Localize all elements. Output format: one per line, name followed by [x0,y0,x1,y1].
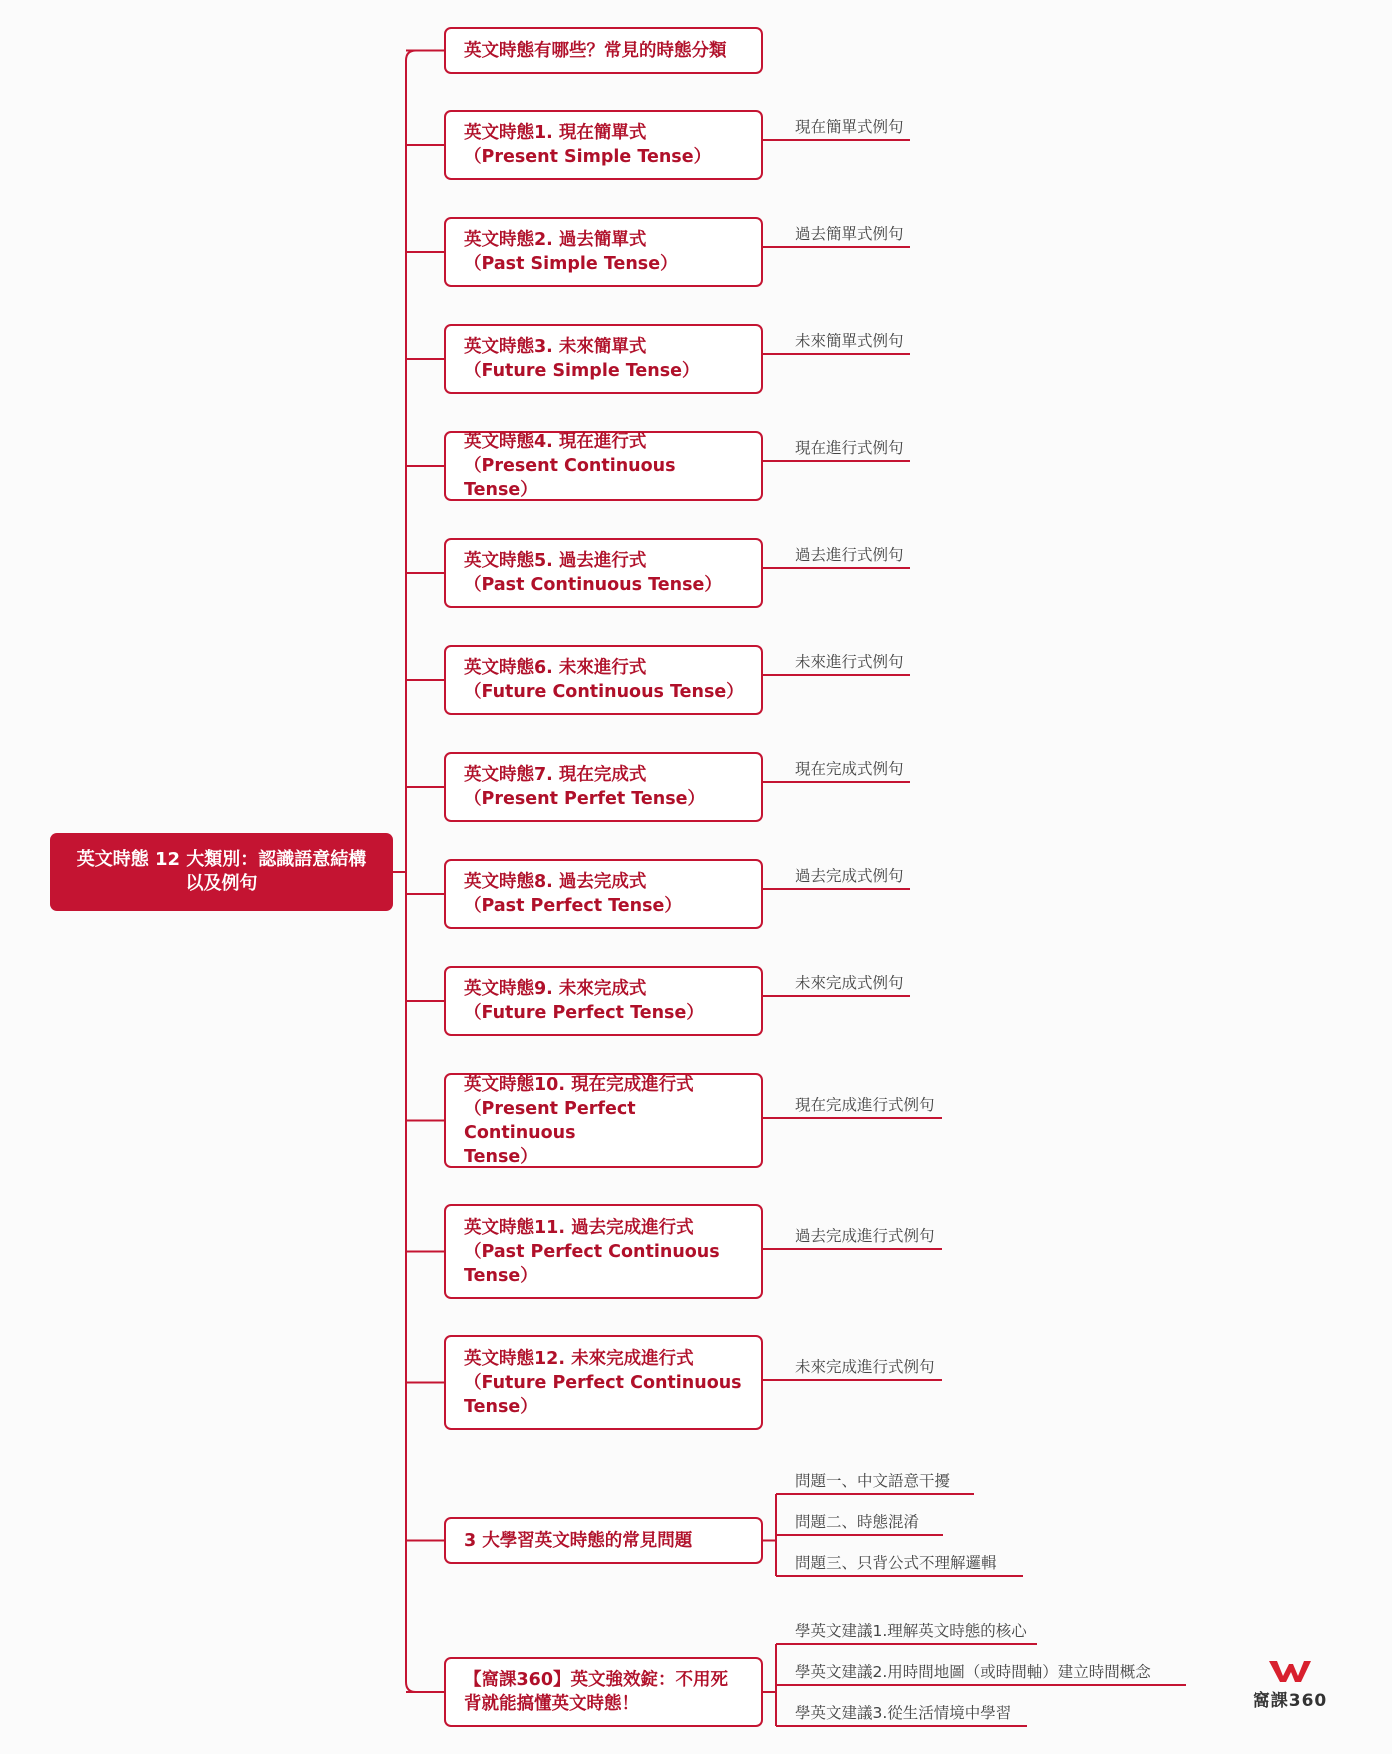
topic-node-line: （Future Perfect Continuous [464,1372,742,1393]
topic-node-line: 英文時態10. 現在完成進行式 [464,1074,694,1095]
topic-node-line: 英文時態9. 未來完成式 [464,979,647,999]
topic-node-line: （Future Continuous Tense） [464,682,744,702]
topic-node-line: （Present Perfet Tense） [464,789,706,809]
root-node[interactable] [50,833,393,911]
topic-node-line: 英文時態12. 未來完成進行式 [464,1348,694,1369]
topic-node[interactable] [444,645,763,715]
subtopic-label[interactable]: 問題二、時態混淆 [795,1513,920,1531]
topic-node-line: （Past Perfect Continuous [464,1241,720,1262]
topic-node[interactable] [444,27,763,74]
topic-node-line: （Future Simple Tense） [464,361,700,381]
subtopic-label[interactable]: 現在完成進行式例句 [795,1096,935,1114]
subtopic-label[interactable]: 未來完成式例句 [795,974,904,992]
topic-node[interactable] [444,1073,763,1168]
topic-node-line: （Past Simple Tense） [464,254,678,274]
topic-node[interactable] [444,966,763,1036]
topic-node-line: 英文時態3. 未來簡單式 [464,337,647,357]
subtopic-label[interactable]: 學英文建議1.理解英文時態的核心 [795,1622,1027,1640]
topic-node-line: 英文時態8. 過去完成式 [464,872,647,892]
topic-node-line: （Present Simple Tense） [464,147,712,167]
topic-node-line: （Future Perfect Tense） [464,1003,704,1023]
topic-node[interactable] [444,110,763,180]
root-title-line-2: 以及例句 [185,873,258,894]
topic-node-line: 英文時態1. 現在簡單式 [464,123,647,143]
brand-logo [1252,1658,1328,1711]
subtopic-label[interactable]: 現在進行式例句 [795,439,904,457]
subtopic-label[interactable]: 未來進行式例句 [795,653,904,671]
topic-node-line: 英文時態7. 現在完成式 [464,765,647,785]
topic-node[interactable] [444,1204,763,1299]
root-title-line-1: 英文時態 12 大類別：認識語意結構 [76,849,367,870]
topic-node-line: 【窩課360】英文強效錠：不用死 [464,1670,729,1690]
brand-mark-icon [1267,1658,1313,1684]
subtopic-label[interactable]: 過去完成式例句 [795,867,904,885]
topic-node[interactable] [444,1657,763,1727]
topic-node-line: 英文時態有哪些？常見的時態分類 [464,40,727,61]
topic-node-line: （Present Perfect Continuous [464,1098,636,1143]
topic-node-line: Tense） [464,1146,538,1167]
topic-node-line: 英文時態4. 現在進行式 [464,432,647,452]
topic-node[interactable] [444,324,763,394]
subtopic-label[interactable]: 現在完成式例句 [795,760,904,778]
topic-node[interactable] [444,1517,763,1564]
subtopic-label[interactable]: 未來完成進行式例句 [795,1358,935,1376]
topic-node[interactable] [444,859,763,929]
subtopic-label[interactable]: 過去進行式例句 [795,546,904,564]
spine-line [406,51,418,1693]
topic-node[interactable] [444,752,763,822]
topic-node-line: （Present Continuous Tense） [464,456,676,500]
topic-node-line: （Past Perfect Tense） [464,896,682,916]
topic-node[interactable] [444,538,763,608]
subtopic-label[interactable]: 過去簡單式例句 [795,225,904,243]
topic-node-line: （Past Continuous Tense） [464,575,722,595]
subtopic-label[interactable]: 未來簡單式例句 [795,332,904,350]
topic-node-line: 英文時態5. 過去進行式 [464,551,647,571]
brand-name: 窩課360 [1252,1691,1328,1711]
subtopic-label[interactable]: 問題一、中文語意干擾 [795,1472,951,1490]
topic-node-line: 3 大學習英文時態的常見問題 [464,1530,693,1551]
topic-node-line: 英文時態11. 過去完成進行式 [464,1217,694,1238]
topic-node-line: 英文時態6. 未來進行式 [464,658,647,678]
subtopic-label[interactable]: 學英文建議3.從生活情境中學習 [795,1704,1012,1722]
topic-node[interactable] [444,217,763,287]
topic-node-line: 英文時態2. 過去簡單式 [464,230,647,250]
subtopic-label[interactable]: 問題三、只背公式不理解邏輯 [795,1554,997,1572]
topic-node[interactable] [444,1335,763,1430]
topic-node-line: Tense） [464,1265,538,1286]
subtopic-label[interactable]: 學英文建議2.用時間地圖（或時間軸）建立時間概念 [795,1663,1151,1681]
subtopic-label[interactable]: 過去完成進行式例句 [795,1227,935,1245]
topic-node-line: Tense） [464,1396,538,1417]
topic-node-line: 背就能搞懂英文時態！ [464,1694,639,1714]
topic-node[interactable] [444,431,763,501]
subtopic-label[interactable]: 現在簡單式例句 [795,118,904,136]
